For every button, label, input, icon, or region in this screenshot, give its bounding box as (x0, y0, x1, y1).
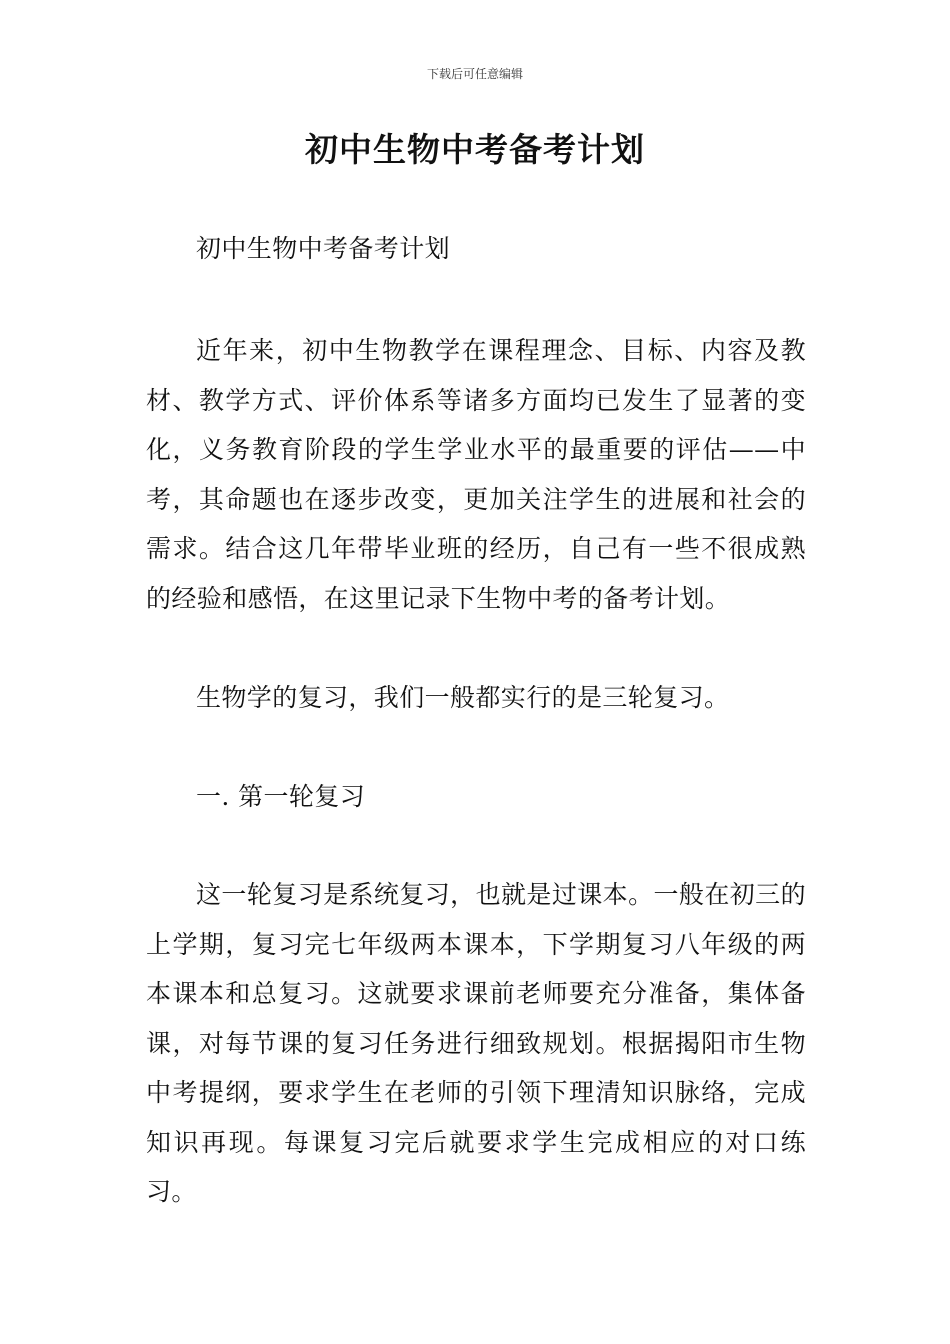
intro-paragraph: 近年来，初中生物教学在课程理念、目标、内容及教材、教学方式、评价体系等诸多方面均已发生了显著的变化，义务教育阶段的学生学业水平的最重要的评估——中考，其命题也在逐步改变，更加关注学生的进展和社会的需求。结合这几年带毕业班的经历，自己有一些不很成熟的经验和感悟，在这里记录下生物中考的备考计划。 (146, 336, 806, 613)
subtitle-paragraph: 初中生物中考备考计划 (196, 234, 451, 263)
section-heading-first-round: 一. 第一轮复习 (196, 782, 366, 811)
header-note: 下载后可任意编辑 (426, 67, 523, 81)
review-rounds-paragraph: 生物学的复习，我们一般都实行的是三轮复习。 (196, 683, 730, 712)
document-title: 初中生物中考备考计划 (305, 130, 645, 169)
first-round-paragraph: 这一轮复习是系统复习，也就是过课本。一般在初三的上学期，复习完七年级两本课本，下学期复习八年级的两本课本和总复习。这就要求课前老师要充分准备，集体备课，对每节课的复习任务进行细致规划。根据揭阳市生物中考提纲，要求学生在老师的引领下理清知识脉络，完成知识再现。每课复习完后就要求学生完成相应的对口练习。 (146, 880, 806, 1206)
